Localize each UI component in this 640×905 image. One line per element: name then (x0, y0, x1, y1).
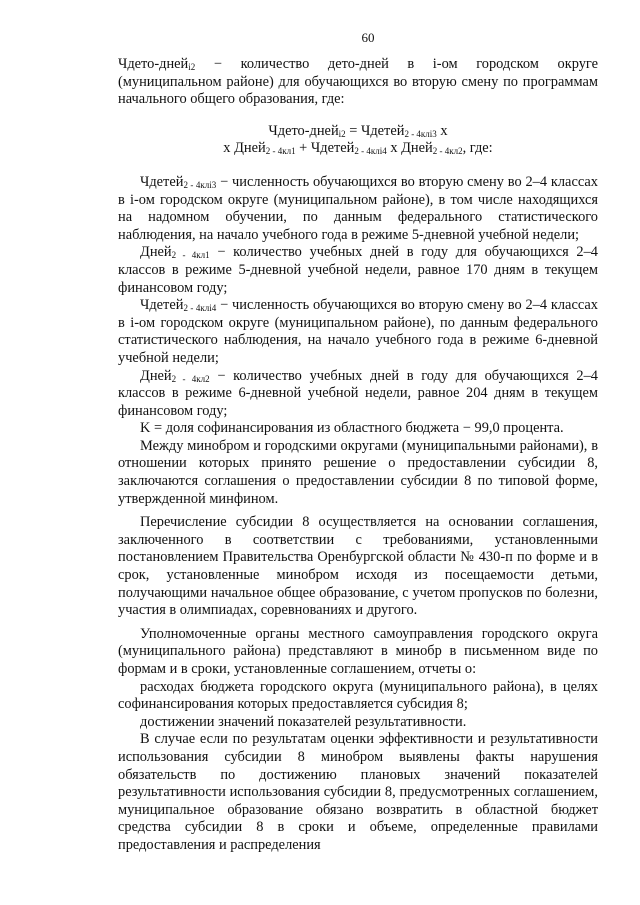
variable-k: K = доля софинансирования из областного бюджета − 99,0 процента. (140, 420, 564, 437)
paragraph-violations: В случае если по результатам оценки эффективности и результативности использования субсидии 8 минобром выявлены факты нарушения обязательств по достижению плановых значений показателей результативности использования субсидии 8, предусмотренных соглашением, муниципальное образование обязано возвратить в областной бюджет средства субсидии 8 в сроки и объеме, определенные правилами предоставления и распределения (118, 731, 598, 853)
variable-days-6day: Дней$_{2 - 4кл2}$ − количество учебных дней в году для обучающихся 2–4 классов в режиме 6-дневной учебной недели, равное 204 дням в текущем финансовом году; (118, 367, 598, 419)
variable-days-5day: Дней$_{2 - 4кл1}$ − количество учебных дней в году для обучающихся 2–4 классов в режиме 5-дневной учебной недели, равное 170 дням в текущем финансовом году; (118, 244, 598, 296)
paragraph-report-expenses: расходах бюджета городского округа (муниципального района), в целях софинансирования которых предоставляется субсидия 8; (118, 678, 598, 713)
formula-line-2: х Дней$_{2 - 4кл1}$ + Чдетей$_{2 - 4клi4}$ х Дней$_{2 - 4кл2}$, где: (223, 140, 493, 157)
paragraph-transfer: Перечисление субсидии 8 осуществляется на основании соглашения, заключенного в соответствии с требованиями, установленными постановлением Правительства Оренбургской области № 430-п по форме и в срок, установленные минобром исходя из посещаемости детьми, получающими начальное общее образование, с учетом пропусков по болезни, участия в олимпиадах, соревнованиях и другого. (118, 514, 598, 619)
paragraph-report-indicators: достижении значений показателей результативности. (140, 713, 467, 730)
variable-children-6day: Чдетей$_{2 - 4клi4}$ − численность обучающихся во вторую смену во 2–4 классах в i-ом городском округе (муниципальном районе), по данным федерального статистического наблюдения, на начало учебного года в режиме 6-дневной учебной недели; (118, 297, 598, 366)
page-number: 60 (361, 30, 375, 45)
paragraph-agreements: Между минобром и городскими округами (муниципальными районами), в отношении которых принято решение о предоставлении субсидии 8, заключаются соглашения о предоставлении субсидии 8 по типовой форме, утвержденной минфином. (118, 437, 598, 507)
formula-definition: Чдето-дней$_{i2}$ − количество дето-дней в i-ом городском округе (муниципальном районе) для обучающихся во вторую смену по программам начального общего образования, где: (118, 56, 598, 108)
variable-children-5day: Чдетей$_{2 - 4клi3}$ − численность обучающихся во вторую смену во 2–4 классах в i-ом городском округе (муниципальном районе), в том числе находящихся на надомном обучении, по данным федерального статистического наблюдения, на начало учебного года в режиме 5-дневной учебной недели; (118, 173, 598, 243)
paragraph-reports: Уполномоченные органы местного самоуправления городского округа (муниципального района) представляют в минобр в письменном виде по формам и в сроки, установленные соглашением, отчеты о: (118, 625, 598, 677)
formula-line-1: Чдето-дней$_{i2}$ = Чдетей$_{2 - 4клi3}$ x (268, 122, 448, 139)
